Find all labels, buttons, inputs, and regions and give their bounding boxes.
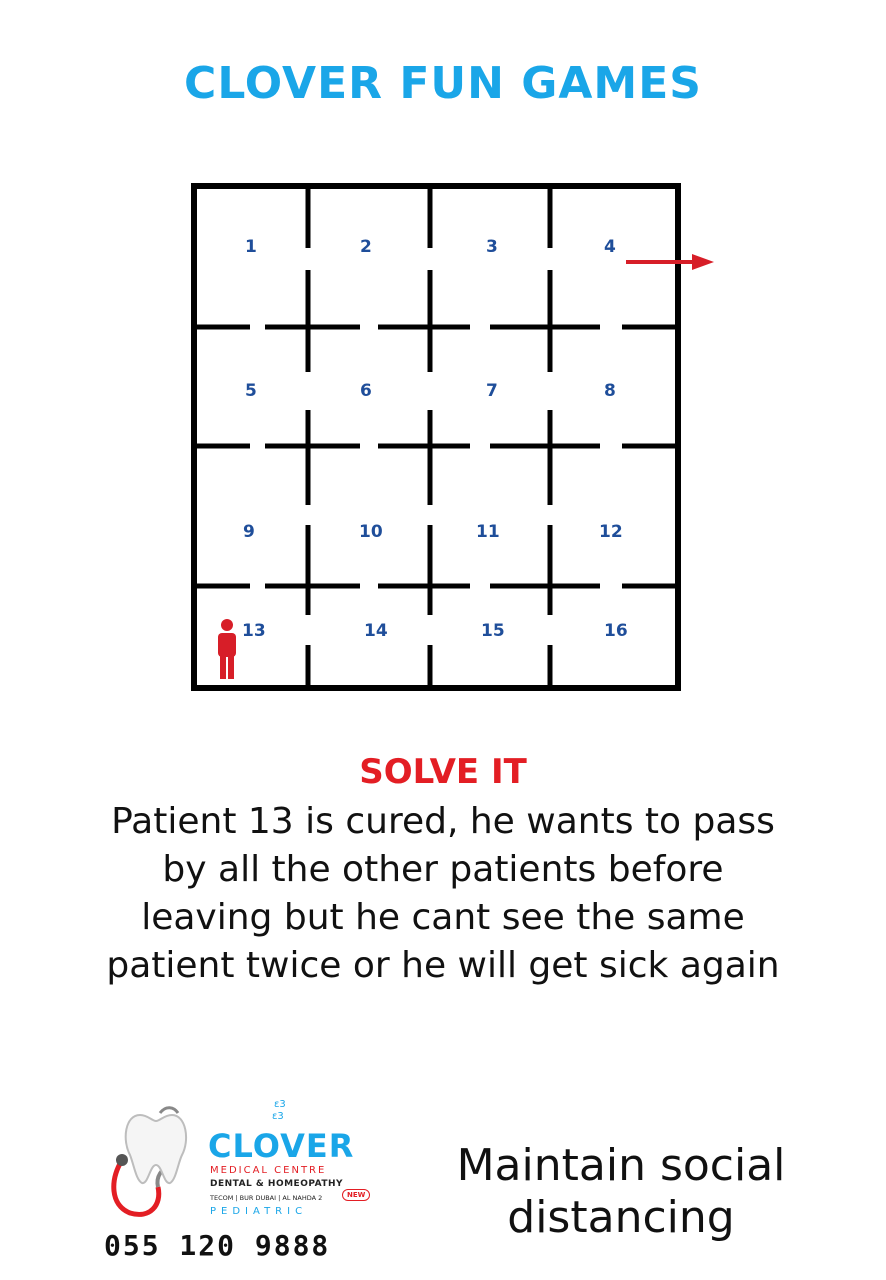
cell-label-10: 10: [359, 522, 383, 542]
maze-outer-walls: [194, 186, 678, 688]
cell-label-4: 4: [604, 237, 616, 257]
brand-services: DENTAL & HOMEOPATHY: [210, 1179, 344, 1189]
cell-label-8: 8: [604, 381, 616, 401]
svg-text:ε3: ε3: [274, 1099, 286, 1110]
cell-label-11: 11: [476, 522, 500, 542]
slogan-text: Maintain social distancing: [456, 1140, 786, 1243]
page-title: CLOVER FUN GAMES: [184, 58, 702, 109]
person-icon: [218, 619, 236, 679]
puzzle-description: Patient 13 is cured, he wants to pass by all the other patients before leaving but he cant see the same patient twice or he will get sick again: [106, 801, 780, 986]
cell-label-2: 2: [360, 237, 372, 257]
cell-label-3: 3: [486, 237, 498, 257]
cell-label-14: 14: [364, 621, 388, 641]
new-badge: NEW: [342, 1189, 370, 1201]
brand-locations: TECOM | BUR DUBAI | AL NAHDA 2: [210, 1194, 323, 1202]
brand-subtitle: MEDICAL CENTRE: [210, 1165, 327, 1176]
clover-logo: [100, 1095, 400, 1265]
maze-cell-labels: [242, 237, 628, 641]
cell-label-12: 12: [599, 522, 623, 542]
svg-text:ε3: ε3: [272, 1111, 284, 1122]
phone-number: 055 120 9888: [104, 1229, 331, 1262]
brand-name: CLOVER: [208, 1127, 355, 1165]
clover-leaf-icon: [272, 1095, 292, 1125]
arrow-right-icon: [626, 254, 714, 270]
cell-label-13: 13: [242, 621, 266, 641]
cell-label-15: 15: [481, 621, 505, 641]
cell-label-5: 5: [245, 381, 257, 401]
cell-label-1: 1: [245, 237, 257, 257]
puzzle-heading: SOLVE IT: [359, 752, 527, 792]
cell-label-9: 9: [243, 522, 255, 542]
cell-label-7: 7: [486, 381, 498, 401]
cell-label-6: 6: [360, 381, 372, 401]
brand-pediatric: PEDIATRIC: [210, 1206, 308, 1217]
tooth-stethoscope-icon: [100, 1095, 210, 1225]
cell-label-16: 16: [604, 621, 628, 641]
maze-inner-walls: [194, 186, 678, 688]
